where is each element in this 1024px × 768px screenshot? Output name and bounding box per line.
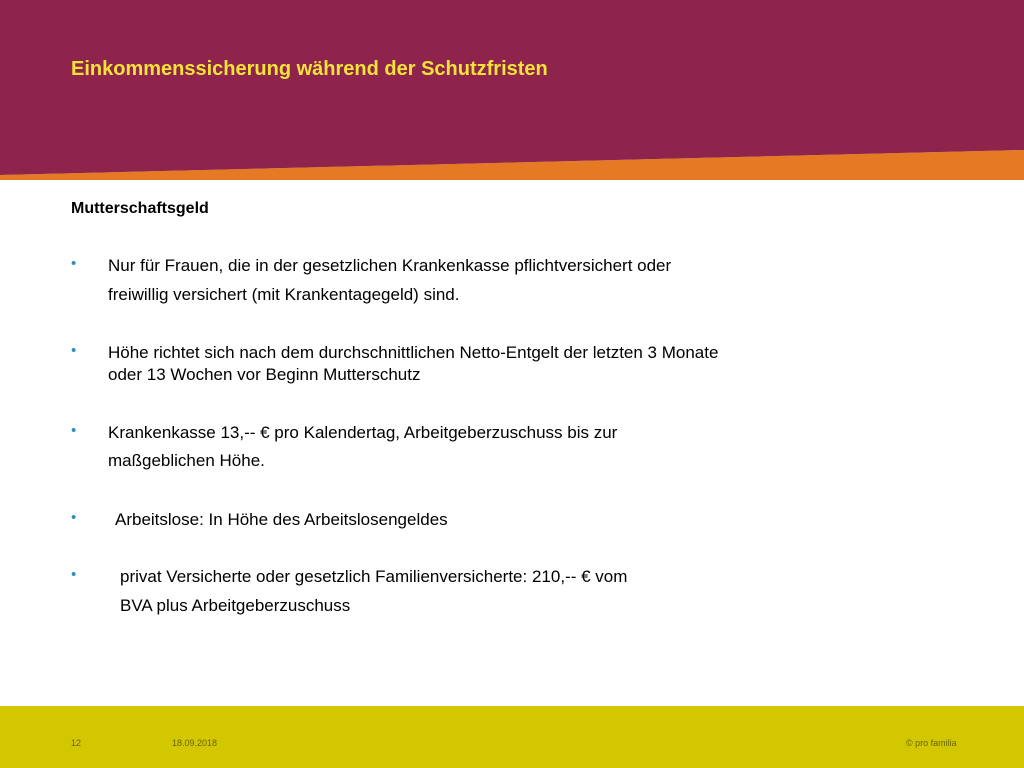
bullet-text-line: Krankenkasse 13,-- € pro Kalendertag, Arbeitgeberzuschuss bis zur [108, 423, 618, 442]
bullet-marker: • [71, 342, 77, 359]
bullet-marker: • [71, 566, 77, 583]
footer-copyright: © pro familia [906, 738, 957, 748]
bullet-text-line: BVA plus Arbeitgeberzuschuss [120, 596, 351, 615]
slide-footer [0, 706, 1024, 768]
page-number: 12 [71, 738, 82, 748]
bullet-text-line: freiwillig versichert (mit Krankentagegeld) sind. [108, 285, 460, 304]
slide-header [0, 0, 1024, 150]
slide-title: Einkommenssicherung während der Schutzfristen [71, 58, 548, 80]
slide-content [0, 180, 1024, 705]
section-heading: Mutterschaftsgeld [71, 200, 209, 217]
bullet-text-line: maßgeblichen Höhe. [108, 451, 265, 470]
bullet-text-line: privat Versicherte oder gesetzlich Familienversicherte: 210,-- € vom [120, 567, 628, 586]
footer-date: 18.09.2018 [172, 738, 218, 748]
bullet-marker: • [71, 422, 77, 439]
bullet-marker: • [71, 509, 77, 526]
bullet-marker: • [71, 255, 77, 272]
bullet-text-line: Arbeitslose: In Höhe des Arbeitslosengeldes [115, 510, 448, 529]
bullet-text-line: Höhe richtet sich nach dem durchschnittlichen Netto-Entgelt der letzten 3 Monate [108, 343, 719, 362]
bullet-text-line: Nur für Frauen, die in der gesetzlichen Krankenkasse pflichtversichert oder [108, 256, 672, 275]
bullet-text-line: oder 13 Wochen vor Beginn Mutterschutz [108, 365, 421, 384]
